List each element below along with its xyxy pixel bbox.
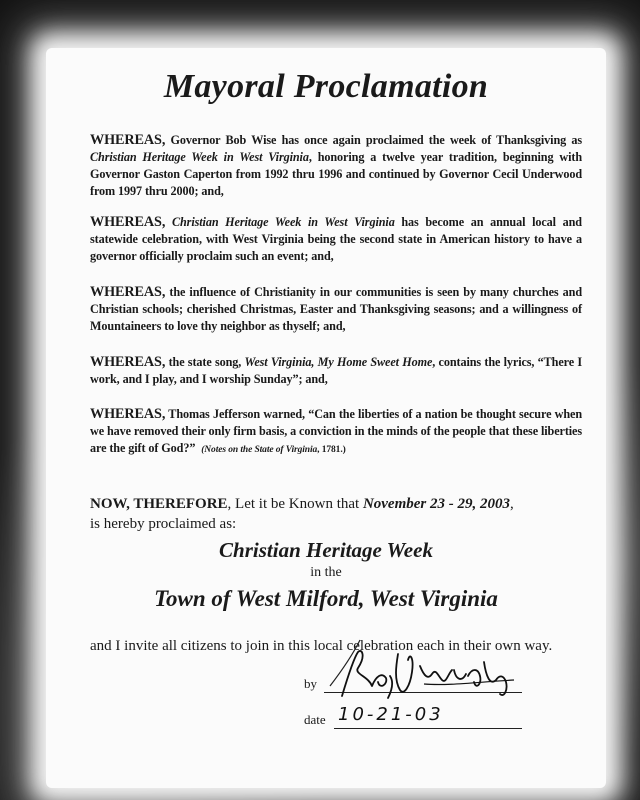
whereas-label: WHEREAS, — [90, 406, 166, 422]
now-therefore-label: NOW, THEREFORE — [90, 496, 228, 512]
whereas-paragraph-2: WHEREAS, Christian Heritage Week in West Virginia has become an annual local and statewide celebration, with West Virginia being the second state in American history to have a governor officially proclaim such an event; and, — [90, 214, 582, 263]
whereas-paragraph-1: WHEREAS, Governor Bob Wise has once again proclaimed the week of Thanksgiving as Christian Heritage Week in West Virginia, honoring a twelve year tradition, beginning with Governor Gaston Caperton from 1992 thru 1996 and continued by Governor Cecil Underwood from 1997 thru 2000; and, — [90, 132, 582, 198]
event-name: Christian Heritage Week — [219, 538, 433, 562]
invitation-text: and I invite all citizens to join in this local celebration each in their own way. — [90, 638, 553, 654]
in-the-text: in the — [310, 565, 342, 580]
whereas-label: WHEREAS, — [90, 132, 166, 148]
date-line — [334, 728, 522, 729]
now-therefore-statement: NOW, THEREFORE, Let it be Known that November 23 - 29, 2003, is hereby proclaimed as: — [90, 496, 514, 532]
whereas-label: WHEREAS, — [90, 214, 166, 230]
proclamation-sheet — [46, 48, 606, 788]
whereas-label: WHEREAS, — [90, 284, 166, 300]
whereas-label: WHEREAS, — [90, 354, 166, 370]
by-label: by — [304, 676, 317, 691]
whereas-paragraph-5: WHEREAS, Thomas Jefferson warned, “Can the liberties of a nation be thought secure when we have removed their only firm basis, a conviction in the minds of the people that these liberties are the gift of God?” (Notes on the State of Virginia, 1781.) — [90, 406, 583, 455]
date-label: date — [304, 712, 326, 727]
page-title: Mayoral Proclamation — [163, 68, 489, 105]
citation: (Notes on the State of Virginia — [201, 445, 318, 455]
town-name: Town of West Milford, West Virginia — [154, 586, 498, 611]
proclamation-dates: November 23 - 29, 2003 — [362, 496, 510, 512]
whereas-paragraph-3: WHEREAS, the influence of Christianity in our communities is seen by many churches and Christian schools; cherished Christmas, Easter and Thanksgiving seasons; and a willingness of Mountaineers to love thy neighbor as thyself; and, — [90, 284, 582, 333]
signature-date: 10-21-03 — [338, 704, 444, 725]
whereas-paragraph-4: WHEREAS, the state song, West Virginia, My Home Sweet Home, contains the lyrics, “There I work, and I play, and I worship Sunday”; and, — [90, 354, 583, 386]
mayor-signature — [328, 646, 528, 702]
